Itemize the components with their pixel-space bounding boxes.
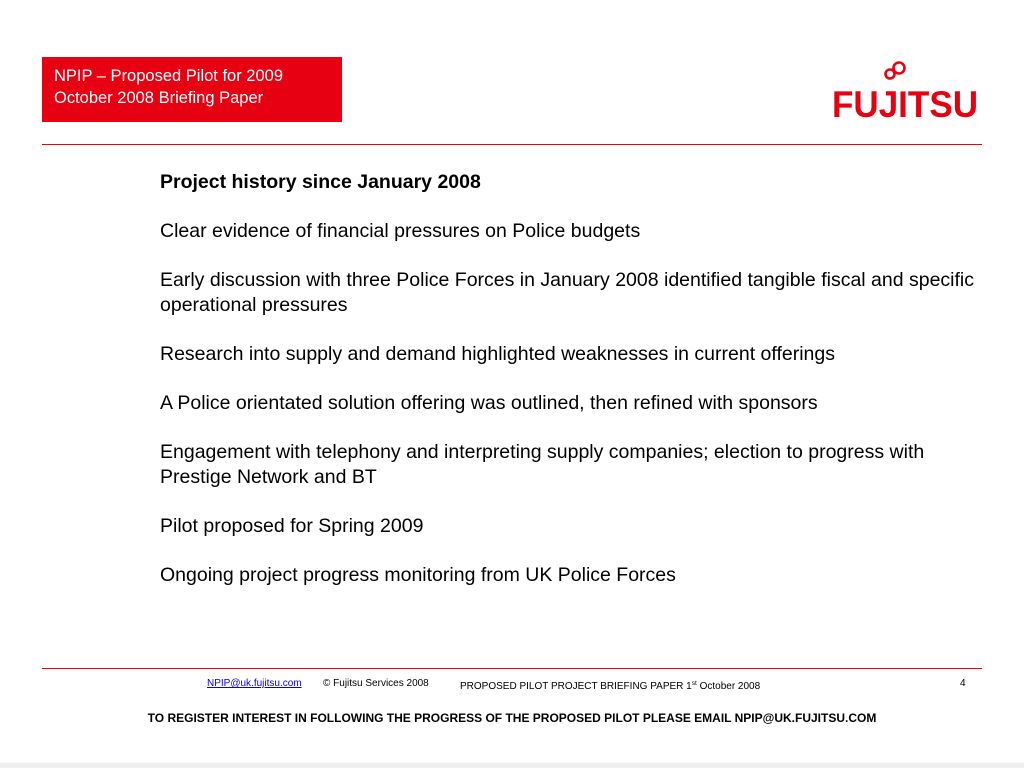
header-divider [42, 144, 982, 145]
fujitsu-logo-wordmark: FUJITSU [832, 84, 978, 125]
section-heading: Project history since January 2008 [160, 171, 481, 193]
footer-briefing-suffix: October 2008 [696, 681, 761, 692]
paragraph-2: Early discussion with three Police Forces in January 2008 identified tangible fiscal and specific operational pressures [160, 269, 975, 316]
bottom-strip [0, 763, 1024, 768]
footer-briefing-prefix: PROPOSED PILOT PROJECT BRIEFING PAPER 1 [460, 681, 692, 692]
fujitsu-logo [828, 60, 983, 140]
footer [0, 677, 1024, 693]
paragraph-5: Engagement with telephony and interpreting supply companies; election to progress with Prestige Network and BT [160, 441, 925, 488]
paragraph-7: Ongoing project progress monitoring from UK Police Forces [160, 564, 676, 586]
footer-briefing-label [460, 677, 760, 694]
footer-divider [42, 668, 982, 669]
page-number: 4 [960, 678, 966, 689]
document-title-box [42, 57, 342, 122]
main-content [160, 170, 1010, 612]
footer-email-link[interactable]: NPIP@uk.fujitsu.com [207, 678, 302, 689]
paragraph-4: A Police orientated solution offering was outlined, then refined with sponsors [160, 392, 818, 414]
footer-copyright: © Fujitsu Services 2008 [323, 678, 429, 689]
paragraph-3: Research into supply and demand highlighted weaknesses in current offerings [160, 343, 835, 365]
paragraph-1: Clear evidence of financial pressures on Police budgets [160, 220, 641, 242]
title-line-2: October 2008 Briefing Paper [54, 89, 264, 107]
title-line-1: NPIP – Proposed Pilot for 2009 [54, 67, 284, 85]
register-interest-notice: TO REGISTER INTEREST IN FOLLOWING THE PROGRESS OF THE PROPOSED PILOT PLEASE EMAIL NPIP@UK.FUJITSU.COM [147, 711, 877, 725]
paragraph-6: Pilot proposed for Spring 2009 [160, 515, 424, 537]
footer-briefing-sup: st [691, 680, 697, 687]
